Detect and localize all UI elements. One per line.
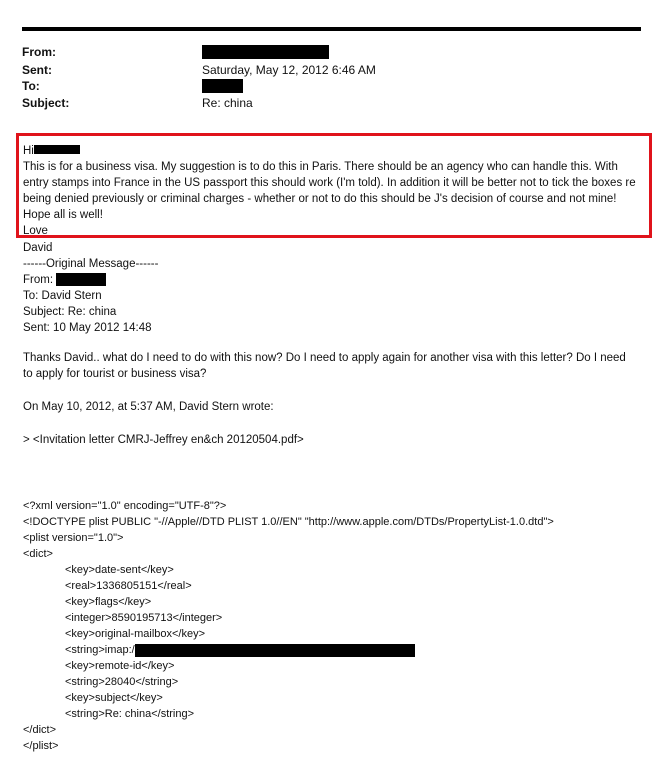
sent-value: Saturday, May 12, 2012 6:46 AM	[202, 63, 376, 77]
plist-entry: <string>28040</string>	[65, 676, 179, 688]
redaction-bar	[34, 145, 80, 154]
plist-entry: <real>1336805151</real>	[65, 580, 192, 592]
sent-label: Sent:	[22, 63, 52, 77]
plist-entry: <integer>8590195713</integer>	[65, 612, 223, 624]
plist-entry: <key>date-sent</key>	[65, 564, 174, 576]
original-separator: ------Original Message------	[23, 258, 159, 270]
dict-open: <dict>	[23, 548, 53, 560]
plist-open: <plist version="1.0">	[23, 532, 124, 544]
original-subject: Subject: Re: china	[23, 306, 117, 318]
to-label: To:	[22, 79, 40, 93]
from-redaction	[202, 45, 329, 60]
from-label: From:	[22, 45, 56, 59]
plist-entry: <string>Re: china</string>	[65, 708, 195, 720]
reply-paragraph: This is for a business visa. My suggestion is to do this in Paris. There should be an agency who can handle this. With entry stamps into France in the US passport this should work (I'm told). In addition it will be better not to tick the boxes re being denied previously or criminal charges - whether or not to do this should be J's decision of course and not mine!	[23, 161, 636, 205]
plist-close: </plist>	[23, 740, 59, 752]
to-redaction	[202, 79, 243, 94]
plist-entry: <key>remote-id</key>	[65, 660, 175, 672]
original-from-row	[23, 272, 106, 288]
redaction-bar	[202, 45, 329, 59]
original-sent: Sent: 10 May 2012 14:48	[23, 322, 152, 334]
plist-entry: <key>original-mailbox</key>	[65, 628, 206, 640]
subject-label: Subject:	[22, 96, 70, 110]
xml-declaration: <?xml version="1.0" encoding="UTF-8"?>	[23, 500, 227, 512]
original-message: Thanks David.. what do I need to do with this now? Do I need to apply again for another visa with this letter? Do I need to apply for tourist or business visa?	[23, 352, 626, 380]
plist-entry: <key>subject</key>	[65, 692, 163, 704]
plist-entry-imap	[65, 643, 415, 658]
original-from-label: From:	[23, 274, 54, 286]
attachment-line: > <Invitation letter CMRJ-Jeffrey en&ch 20120504.pdf>	[23, 434, 304, 446]
imap-text: <string>imap:/	[65, 644, 135, 656]
xml-doctype: <!DOCTYPE plist PUBLIC "-//Apple//DTD PLIST 1.0//EN" "http://www.apple.com/DTDs/PropertyList-1.0.dtd">	[23, 516, 554, 528]
top-rule	[22, 27, 641, 31]
quote-header: On May 10, 2012, at 5:37 AM, David Stern wrote:	[23, 401, 274, 413]
reply-wish: Hope all is well!	[23, 209, 103, 221]
greeting-text: Hi	[23, 145, 34, 157]
dict-close: </dict>	[23, 724, 57, 736]
redaction-bar	[202, 79, 243, 93]
subject-value: Re: china	[202, 96, 253, 110]
reply-signoff: Love	[23, 225, 48, 237]
redaction-bar	[135, 644, 415, 657]
plist-entry: <key>flags</key>	[65, 596, 152, 608]
redaction-bar	[56, 273, 106, 286]
original-to: To: David Stern	[23, 290, 102, 302]
reply-greeting	[23, 143, 80, 159]
reply-signature: David	[23, 242, 53, 254]
